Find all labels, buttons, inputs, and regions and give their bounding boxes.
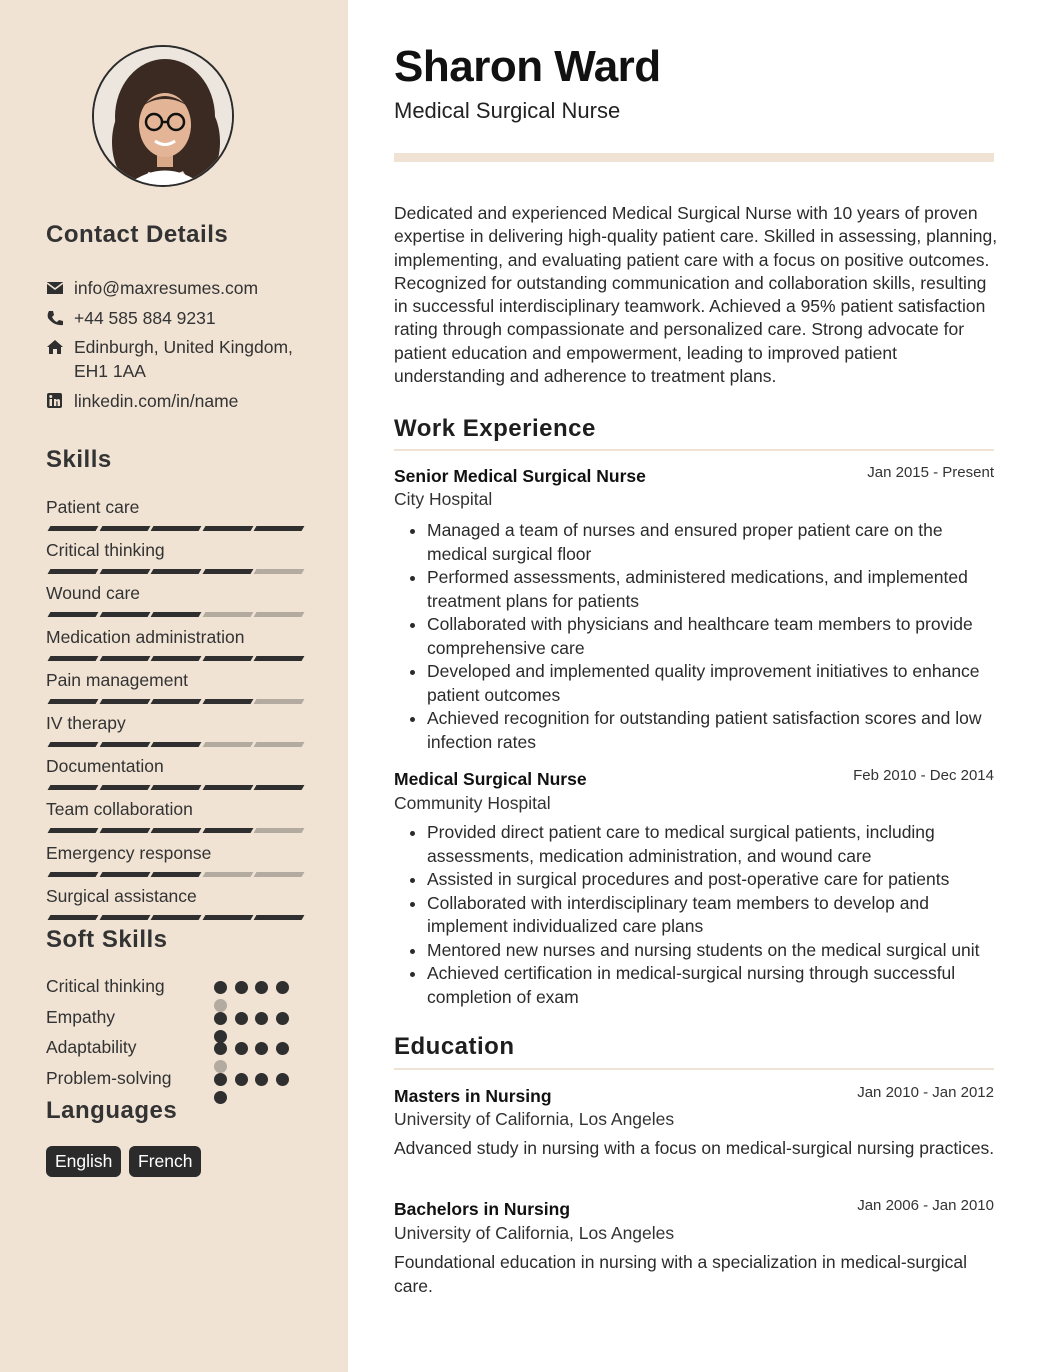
skill-label: Documentation (46, 756, 164, 777)
job-bullet: • Performed assessments, administered medications, and implemented treatment plans for patients (427, 566, 998, 613)
soft-skill-label: Problem-solving (46, 1067, 172, 1088)
skill-item (46, 582, 302, 624)
skill-rating (46, 872, 302, 877)
skill-rating-segment (202, 612, 253, 617)
skill-rating-segment (151, 526, 202, 531)
skill-rating-segment (254, 742, 305, 747)
skills-heading: Skills (46, 446, 112, 473)
skill-rating (46, 742, 302, 747)
skill-rating-segment (99, 828, 150, 833)
skill-rating-segment (99, 569, 150, 574)
envelope-icon (46, 280, 64, 296)
school-name: University of California, Los Angeles (394, 1223, 675, 1243)
contact-address (46, 335, 316, 383)
skill-item (46, 755, 302, 797)
skill-rating-segment (151, 656, 202, 661)
education-heading: Education (394, 1033, 515, 1060)
soft-skill-rating-dot (235, 1012, 248, 1025)
sidebar (0, 0, 348, 1372)
header-divider (394, 153, 994, 162)
education-divider (394, 1068, 994, 1070)
job-bullets (394, 821, 998, 1009)
skill-rating-segment (254, 569, 305, 574)
soft-skill-item (46, 976, 296, 1000)
candidate-name: Sharon Ward (394, 42, 661, 91)
skill-rating-segment (99, 742, 150, 747)
skill-item (46, 496, 302, 538)
degree-title: Masters in Nursing (394, 1086, 552, 1106)
profile-summary: Dedicated and experienced Medical Surgical Nurse with 10 years of proven expertise in delivering high-quality patient care. Skilled in assessing, planning, implementing, and evaluating patient care with a focus on positive outcomes. Recognized for outstanding communication and collaboration skills, resulting in successful interdisciplinary teamwork. Achieved a 95% patient satisfaction rating through compassionate and personalized care. Strong advocate for patient education and empowerment, leading to improved patient understanding and adherence to treatment plans. (394, 203, 998, 387)
skill-rating (46, 569, 302, 574)
phone-icon (46, 310, 64, 326)
soft-skill-rating-dot (276, 981, 289, 994)
job-bullet: • Achieved certification in medical-surgical nursing through successful completion of exam (427, 962, 998, 1009)
skill-rating-segment (202, 915, 253, 920)
skill-rating-segment (151, 915, 202, 920)
contact-email[interactable] (46, 276, 316, 300)
skill-rating-segment (151, 872, 202, 877)
soft-skill-item (46, 1007, 296, 1031)
soft-skill-item (46, 1037, 296, 1061)
soft-skill-label: Critical thinking (46, 976, 165, 996)
linkedin-text: linkedin.com/in/name (74, 391, 239, 411)
soft-skill-rating-dot (255, 981, 268, 994)
skill-rating-segment (202, 569, 253, 574)
skill-rating-segment (202, 785, 253, 790)
skill-item (46, 842, 302, 884)
skill-rating-segment (151, 828, 202, 833)
skill-rating (46, 828, 302, 833)
skill-rating-segment (202, 699, 253, 704)
skill-rating-segment (99, 785, 150, 790)
candidate-title: Medical Surgical Nurse (394, 98, 621, 123)
contact-heading: Contact Details (46, 221, 229, 248)
job-employer: Community Hospital (394, 793, 551, 813)
avatar-illustration (94, 47, 234, 187)
skill-rating-segment (48, 656, 99, 661)
skill-rating-segment (254, 699, 305, 704)
skill-rating-segment (99, 612, 150, 617)
skill-rating-segment (254, 656, 305, 661)
degree-title: Bachelors in Nursing (394, 1199, 571, 1219)
soft-skill-label: Empathy (46, 1006, 116, 1027)
language-pill-english: English (46, 1146, 121, 1177)
skill-rating-segment (254, 785, 305, 790)
job-bullet: • Developed and implemented quality improvement initiatives to enhance patient outcomes (427, 660, 998, 707)
skill-rating-segment (254, 872, 305, 877)
degree-description: Advanced study in nursing with a focus on medical-surgical nursing practices. (394, 1138, 995, 1158)
skill-rating-segment (99, 699, 150, 704)
skill-rating-segment (151, 612, 202, 617)
soft-skill-rating-dot (235, 1042, 248, 1055)
skill-label: Emergency response (46, 842, 212, 863)
skill-label: Wound care (46, 583, 141, 604)
skill-rating-segment (48, 742, 99, 747)
skill-rating-segment (151, 742, 202, 747)
skill-rating-segment (151, 569, 202, 574)
language-pill-french: French (129, 1146, 201, 1177)
soft-skill-rating-dot (214, 1012, 227, 1025)
soft-skill-rating-dot (214, 981, 227, 994)
job-dates: Feb 2010 - Dec 2014 (853, 767, 994, 784)
skill-label: Patient care (46, 497, 140, 517)
soft-skill-rating-dot (235, 981, 248, 994)
skill-rating (46, 915, 302, 920)
skill-rating-segment (48, 526, 99, 531)
job-bullet: • Assisted in surgical procedures and post-operative care for patients (427, 868, 998, 892)
skill-rating-segment (48, 699, 99, 704)
skill-item (46, 712, 302, 754)
soft-skill-rating-dot (276, 1042, 289, 1055)
soft-skill-rating-dot (214, 1091, 227, 1104)
soft-skill-rating-dot (276, 1073, 289, 1086)
skill-label: Medication administration (46, 626, 245, 647)
job-bullet: • Managed a team of nurses and ensured proper patient care on the medical surgical floor (427, 519, 998, 566)
skill-item (46, 798, 302, 840)
job-bullet: • Collaborated with physicians and healthcare team members to provide comprehensive care (427, 613, 998, 660)
skill-rating-segment (48, 915, 99, 920)
degree-dates: Jan 2010 - Jan 2012 (857, 1084, 994, 1101)
job-bullets (394, 519, 998, 754)
job-bullet: • Mentored new nurses and nursing students on the medical surgical unit (427, 939, 998, 963)
skill-label: Pain management (46, 669, 189, 690)
contact-linkedin[interactable] (46, 389, 316, 413)
languages-heading: Languages (46, 1097, 178, 1124)
soft-skill-label: Adaptability (46, 1037, 137, 1057)
soft-skill-rating-dot (255, 1042, 268, 1055)
soft-skill-rating-dot (276, 1012, 289, 1025)
skill-rating-segment (254, 828, 305, 833)
job-bullet: • Provided direct patient care to medical surgical patients, including assessments, medication administration, and wound care (427, 821, 998, 868)
soft-skill-rating-dot (214, 1073, 227, 1086)
soft-skill-rating (214, 1073, 294, 1087)
skill-rating (46, 612, 302, 617)
skill-rating-segment (151, 785, 202, 790)
skill-label: IV therapy (46, 713, 126, 733)
skill-rating-segment (202, 828, 253, 833)
skill-label: Surgical assistance (46, 885, 197, 906)
skill-label: Critical thinking (46, 540, 165, 561)
skill-rating-segment (202, 872, 253, 877)
skill-rating-segment (254, 915, 305, 920)
skill-rating-segment (48, 612, 99, 617)
soft-skill-rating-dot (214, 1042, 227, 1055)
phone-text: +44 585 884 9231 (74, 308, 216, 328)
email-text: info@maxresumes.com (74, 278, 259, 298)
job-dates: Jan 2015 - Present (867, 464, 994, 481)
skill-rating (46, 656, 302, 661)
job-employer: City Hospital (394, 489, 493, 509)
skill-rating-segment (254, 526, 305, 531)
skill-rating-segment (99, 526, 150, 531)
job-bullet: • Achieved recognition for outstanding patient satisfaction scores and low infection rates (427, 707, 998, 754)
skill-item (46, 669, 302, 711)
skill-rating-segment (254, 612, 305, 617)
skill-rating-segment (151, 699, 202, 704)
soft-skill-item (46, 1068, 296, 1092)
skill-item (46, 539, 302, 581)
home-icon (46, 339, 64, 355)
skill-rating-segment (99, 872, 150, 877)
job-title: Senior Medical Surgical Nurse (394, 466, 646, 486)
linkedin-icon (46, 393, 64, 409)
skill-rating-segment (48, 828, 99, 833)
skill-rating-segment (48, 872, 99, 877)
degree-description: Foundational education in nursing with a specialization in medical-surgical care. (394, 1252, 967, 1296)
skill-rating-segment (48, 785, 99, 790)
skill-rating-segment (99, 656, 150, 661)
job-title: Medical Surgical Nurse (394, 769, 587, 789)
school-name: University of California, Los Angeles (394, 1109, 675, 1129)
skill-rating-segment (48, 569, 99, 574)
work-divider (394, 449, 994, 451)
work-heading: Work Experience (394, 415, 596, 442)
contact-phone[interactable] (46, 306, 316, 330)
degree-dates: Jan 2006 - Jan 2010 (857, 1197, 994, 1214)
skill-rating-segment (202, 656, 253, 661)
soft-skill-rating-dot (255, 1012, 268, 1025)
address-text: Edinburgh, United Kingdom, EH1 1AA (74, 337, 293, 381)
soft-skills-heading: Soft Skills (46, 926, 168, 953)
profile-photo (92, 45, 234, 187)
skill-rating (46, 699, 302, 704)
soft-skill-rating (214, 1012, 294, 1026)
skill-rating (46, 785, 302, 790)
skill-item (46, 885, 302, 927)
skill-label: Team collaboration (46, 799, 193, 820)
skill-rating-segment (202, 526, 253, 531)
soft-skill-rating-dot (255, 1073, 268, 1086)
soft-skill-rating (214, 1042, 294, 1056)
soft-skill-rating (214, 981, 294, 995)
skill-rating-segment (99, 915, 150, 920)
job-bullet: • Collaborated with interdisciplinary team members to develop and implement individualized care plans (427, 892, 998, 939)
skill-rating-segment (202, 742, 253, 747)
skill-item (46, 626, 302, 668)
soft-skill-rating-dot (235, 1073, 248, 1086)
skill-rating (46, 526, 302, 531)
